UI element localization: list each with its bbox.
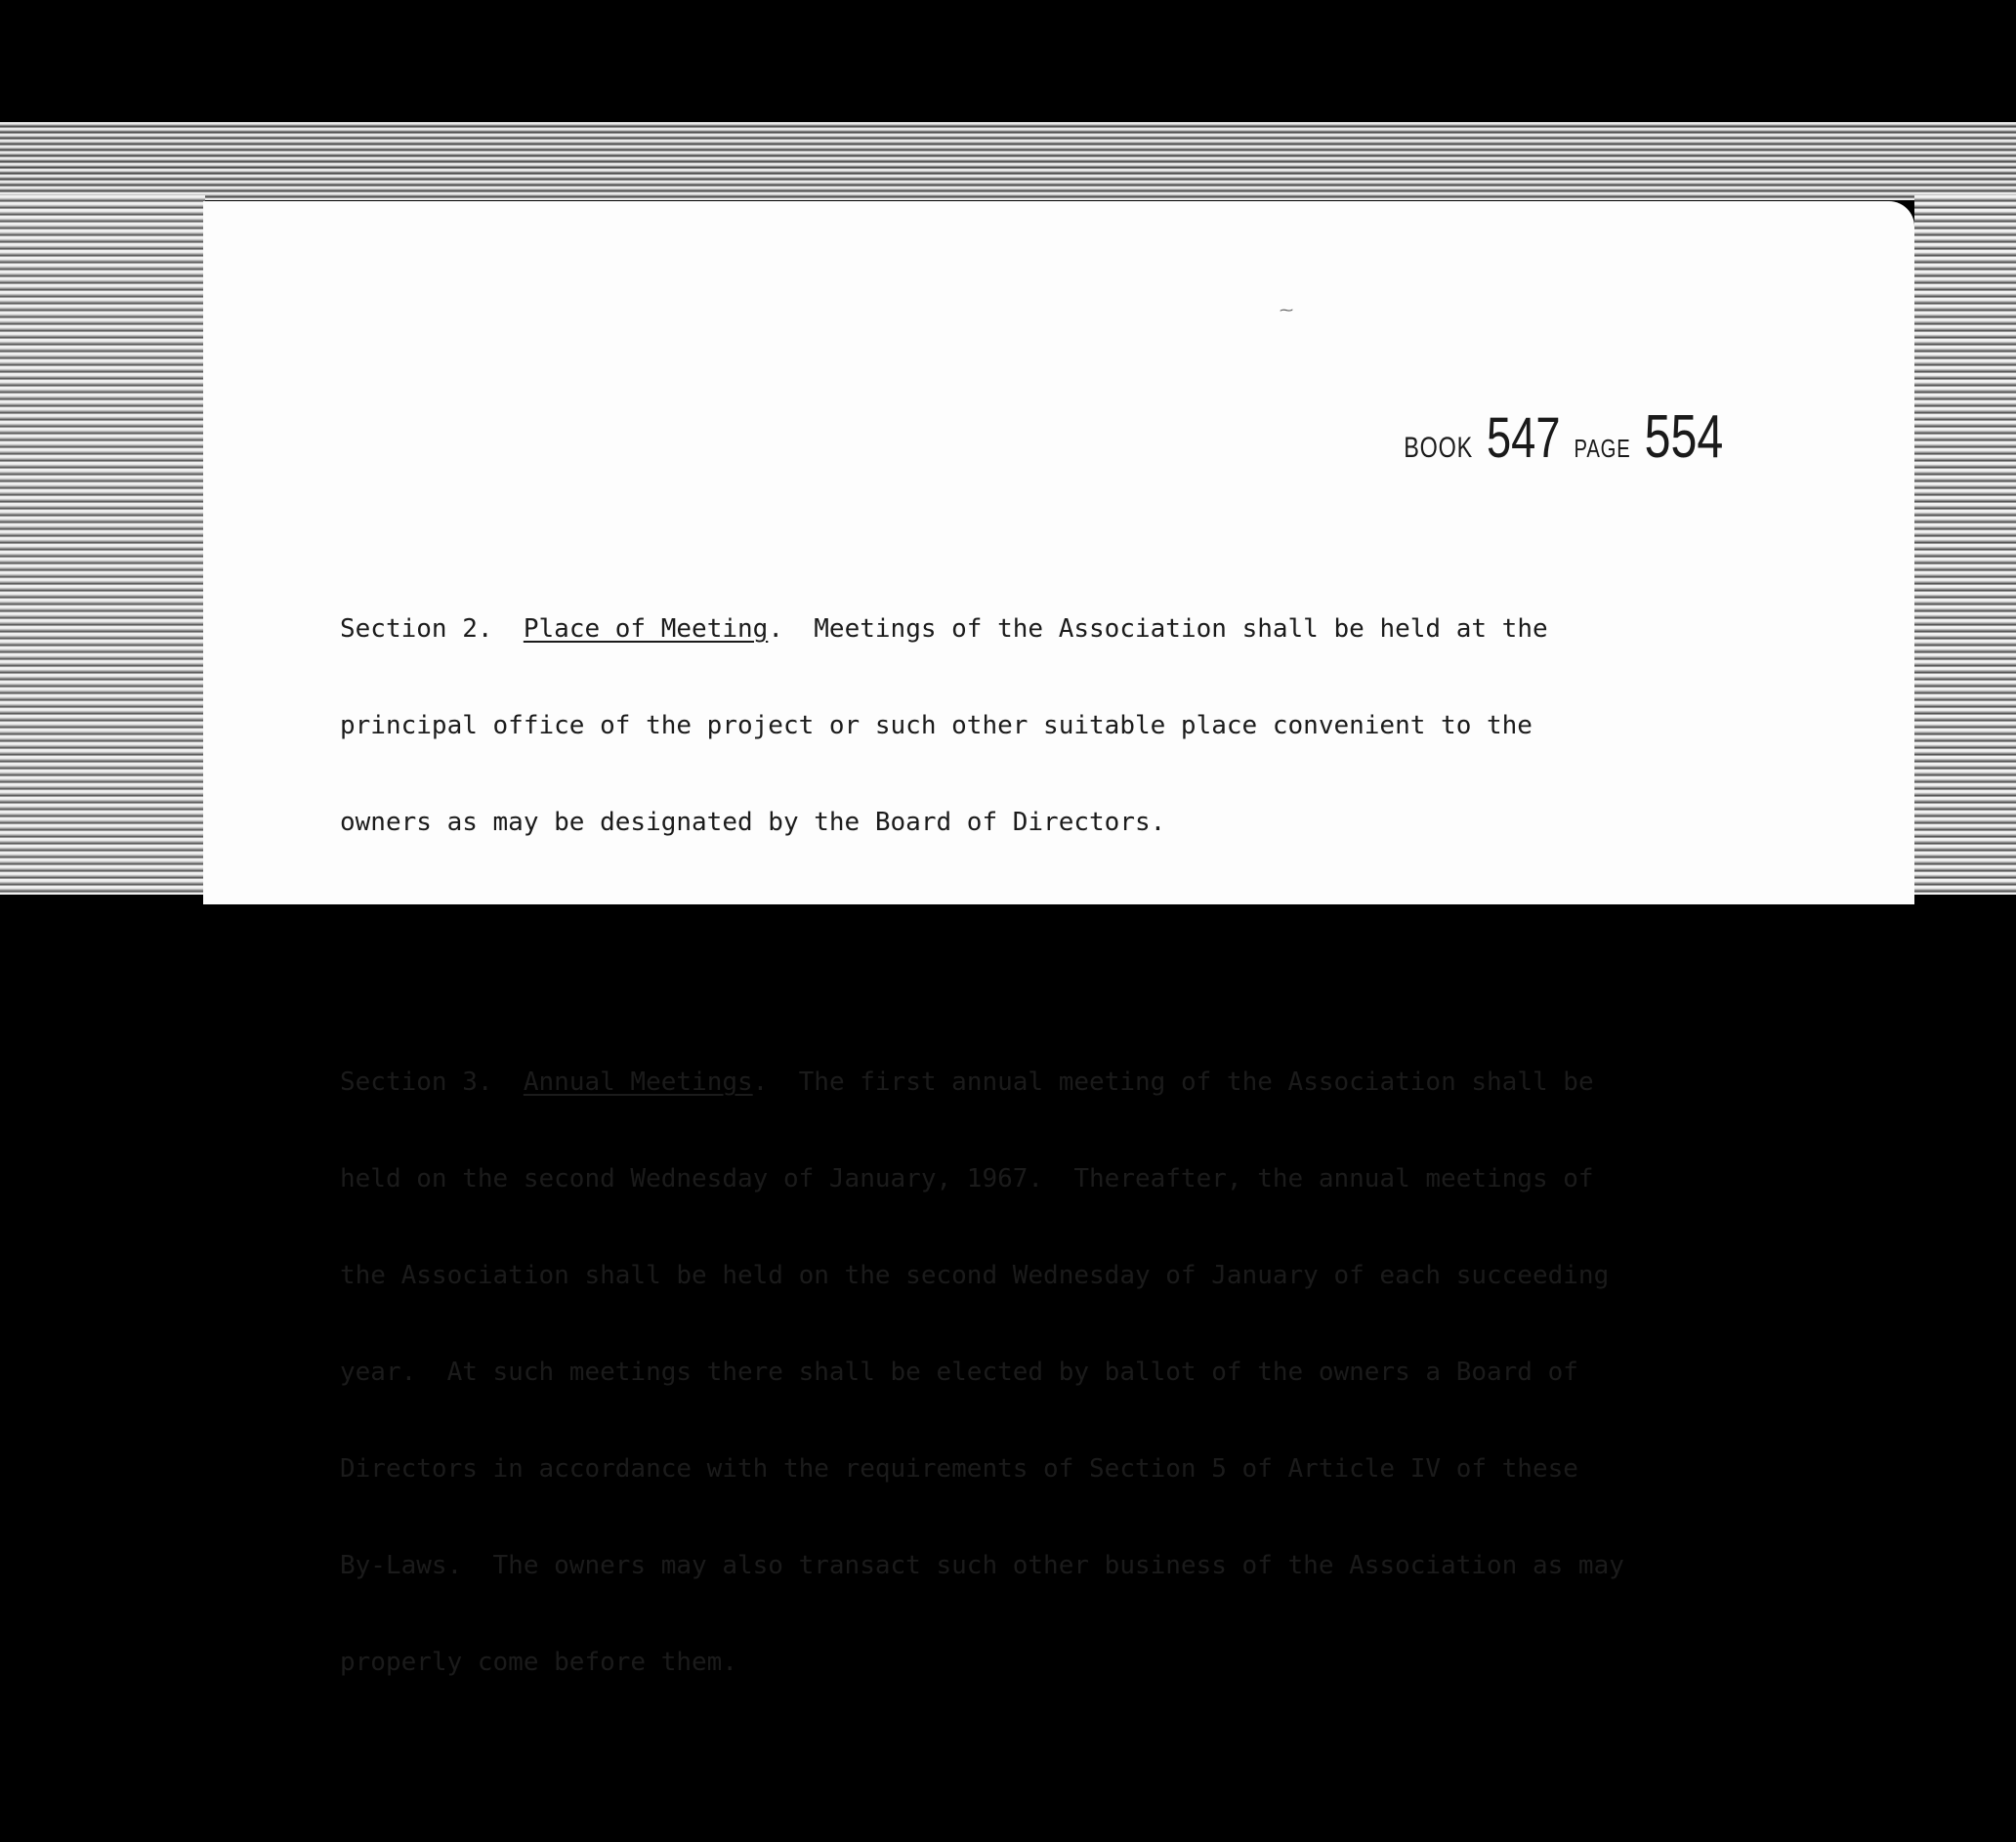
section-prefix: Section 3.: [340, 1068, 493, 1097]
section-line: principal office of the project or such other suitable place convenient to the: [340, 711, 1533, 740]
section-line: [340, 613, 1727, 646]
section-prefix: Section 2.: [340, 614, 493, 644]
book-page-stamp: [1404, 402, 1723, 472]
section-line: properly come before them.: [340, 1648, 737, 1677]
scan-top-border: [0, 0, 2016, 122]
section-line: By-Laws. The owners may also transact such other business of the Association as may: [340, 1551, 1624, 1580]
book-number: 547: [1486, 406, 1561, 470]
page-number: 554: [1644, 403, 1723, 471]
section-line: Directors in accordance with the requirements of Section 5 of Article IV of these: [340, 1454, 1578, 1484]
section-3-paragraph: [340, 1002, 1727, 1743]
scan-right-margin: [1914, 195, 2016, 895]
section-line: [340, 1067, 1727, 1099]
section-line: year. At such meetings there shall be elected by ballot of the owners a Board of: [340, 1358, 1578, 1387]
section-heading: Annual Meetings: [523, 1068, 753, 1097]
scan-noise-strip: [0, 122, 2016, 200]
scan-speck-mark: ⁓: [1280, 303, 1293, 318]
page-label: PAGE: [1574, 434, 1631, 463]
section-heading: Place of Meeting: [523, 614, 769, 644]
section-text: . The first annual meeting of the Association shall be: [752, 1068, 1594, 1097]
section-line: held on the second Wednesday of January, 1967. Thereafter, the annual meetings of: [340, 1164, 1594, 1193]
document-body: [340, 484, 1727, 1842]
section-2-paragraph: [340, 549, 1727, 903]
book-label: BOOK: [1403, 432, 1473, 464]
scan-left-margin: [0, 195, 205, 895]
section-line: the Association shall be held on the second Wednesday of January of each succeeding: [340, 1261, 1610, 1290]
section-line: owners as may be designated by the Board of Directors.: [340, 808, 1166, 837]
section-text: . Meetings of the Association shall be held at the: [768, 614, 1548, 644]
